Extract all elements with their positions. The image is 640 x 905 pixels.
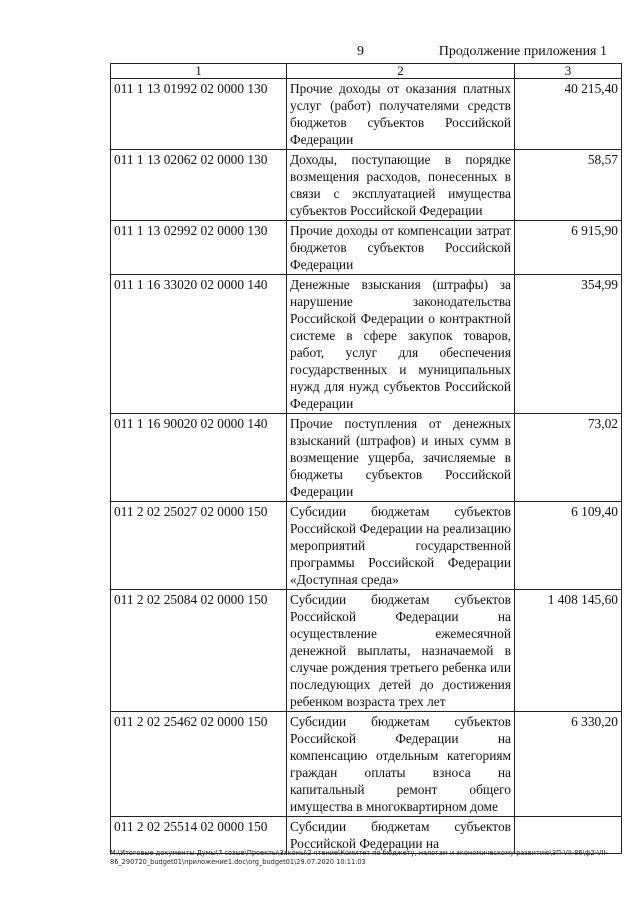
- budget-income-table: [110, 63, 622, 854]
- table-row: [111, 414, 622, 502]
- amount-cell: 354,99: [515, 275, 622, 414]
- table-row: [111, 221, 622, 275]
- column-header-name: 2: [287, 64, 515, 79]
- budget-code-cell: 011 1 16 90020 02 0000 140: [111, 414, 287, 502]
- table-row: [111, 79, 622, 150]
- budget-code-cell: 011 2 02 25514 02 0000 150: [111, 817, 287, 854]
- income-name-cell: Прочие доходы от оказания платных услуг (работ) получателями средств бюджетов субъектов Российской Федерации: [287, 79, 515, 150]
- amount-cell: 6 915,90: [515, 221, 622, 275]
- page-number: 9: [357, 44, 364, 59]
- amount-cell: [515, 817, 622, 854]
- table-row: [111, 817, 622, 854]
- amount-cell: 1 408 145,60: [515, 590, 622, 712]
- income-name-cell: Денежные взыскания (штрафы) за нарушение законодательства Российской Федерации о контрактной системе в сфере закупок товаров, работ, услуг для обеспечения государственных и муниципальных нужд для нужд субъектов Российской Федерации: [287, 275, 515, 414]
- income-name-cell: Доходы, поступающие в порядке возмещения расходов, понесенных в связи с эксплуатацией имущества субъектов Российской Федерации: [287, 150, 515, 221]
- table-row: [111, 712, 622, 817]
- amount-cell: 6 330,20: [515, 712, 622, 817]
- income-name-cell: Субсидии бюджетам субъектов Российской Федерации на компенсацию отдельным категориям граждан оплаты взноса на капитальный ремонт общего имущества в многоквартирном доме: [287, 712, 515, 817]
- table-header-row: [111, 64, 622, 79]
- budget-code-cell: 011 1 13 02992 02 0000 130: [111, 221, 287, 275]
- income-name-cell: Прочие поступления от денежных взысканий (штрафов) и иных сумм в возмещение ущерба, зачисляемые в бюджеты субъектов Российской Федерации: [287, 414, 515, 502]
- table-row: [111, 590, 622, 712]
- amount-cell: 58,57: [515, 150, 622, 221]
- document-file-path-footer: М:\Итоговые документы Думы\7 созыв\Проекты\Законы\2 чтение\Комитет по бюджету, налогам и экономическому развитию\ЗП-VII-86\ф2-VII-86_290720_budget01\приложение1.doc\org_budget01\29.07.2020 10:11:03: [110, 849, 608, 866]
- budget-code-cell: 011 2 02 25027 02 0000 150: [111, 502, 287, 590]
- income-name-cell: Субсидии бюджетам субъектов Российской Федерации на осуществление ежемесячной денежной выплаты, назначаемой в случае рождения третьего ребенка или последующих детей до достижения ребенком возраста трех лет: [287, 590, 515, 712]
- table-row: [111, 275, 622, 414]
- budget-code-cell: 011 1 13 02062 02 0000 130: [111, 150, 287, 221]
- budget-code-cell: 011 1 13 01992 02 0000 130: [111, 79, 287, 150]
- income-name-cell: Прочие доходы от компенсации затрат бюджетов субъектов Российской Федерации: [287, 221, 515, 275]
- continuation-heading: Продолжение приложения 1: [438, 44, 607, 59]
- budget-code-cell: 011 2 02 25084 02 0000 150: [111, 590, 287, 712]
- budget-code-cell: 011 1 16 33020 02 0000 140: [111, 275, 287, 414]
- amount-cell: 73,02: [515, 414, 622, 502]
- income-name-cell: Субсидии бюджетам субъектов Российской Федерации на реализацию мероприятий государственной программы Российской Федерации «Доступная среда»: [287, 502, 515, 590]
- table-row: [111, 502, 622, 590]
- amount-cell: 6 109,40: [515, 502, 622, 590]
- column-header-amount: 3: [515, 64, 622, 79]
- amount-cell: 40 215,40: [515, 79, 622, 150]
- table-row: [111, 150, 622, 221]
- budget-code-cell: 011 2 02 25462 02 0000 150: [111, 712, 287, 817]
- column-header-code: 1: [111, 64, 287, 79]
- income-name-cell: Субсидии бюджетам субъектов Российской Федерации на: [287, 817, 515, 854]
